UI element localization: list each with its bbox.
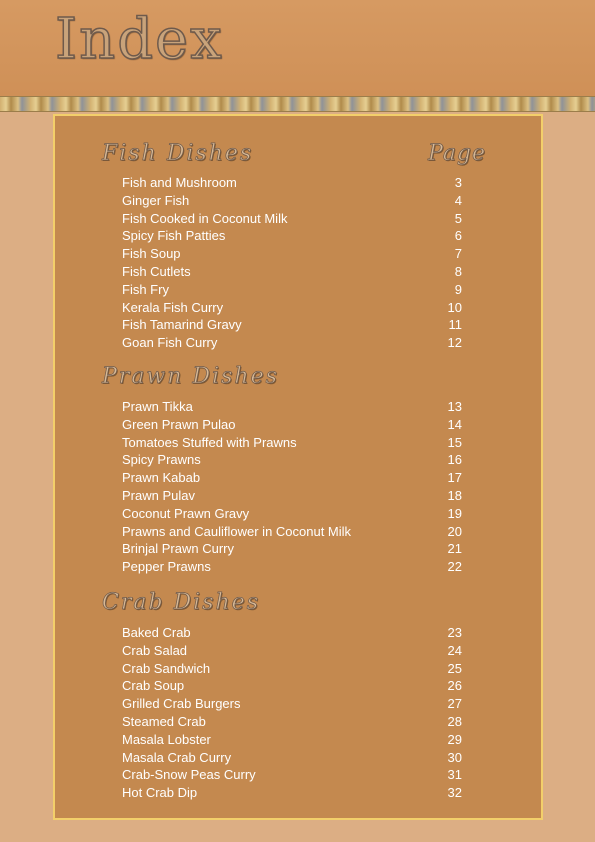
list-item[interactable]	[0, 558, 595, 576]
list-item[interactable]	[0, 660, 595, 678]
entry-page: 8	[454, 263, 462, 279]
entry-name: Fish Tamarind Gravy	[122, 317, 242, 333]
entry-page: 24	[447, 642, 462, 658]
entry-page: 19	[447, 505, 462, 521]
entry-page: 31	[447, 767, 462, 783]
entry-name: Fish Fry	[122, 281, 169, 297]
entry-name: Crab Salad	[122, 642, 188, 658]
list-item[interactable]	[0, 523, 595, 541]
entry-name: Spicy Fish Patties	[122, 228, 226, 244]
entry-name: Pepper Prawns	[122, 559, 211, 575]
entry-page: 9	[454, 281, 462, 297]
entry-list-fish	[0, 174, 595, 352]
entry-name: Masala Crab Curry	[122, 749, 232, 765]
list-item[interactable]	[0, 434, 595, 452]
entry-page: 15	[447, 434, 462, 450]
entry-name: Ginger Fish	[122, 192, 190, 208]
entry-name: Brinjal Prawn Curry	[122, 541, 234, 557]
entry-page: 3	[454, 175, 462, 190]
page-title: Index	[55, 7, 224, 72]
entry-name: Fish Cooked in Coconut Milk	[122, 210, 288, 226]
entry-name: Crab Sandwich	[122, 660, 211, 676]
list-item[interactable]	[0, 299, 595, 317]
list-item[interactable]	[0, 677, 595, 695]
entry-page: 11	[448, 317, 462, 333]
entry-page: 10	[447, 299, 462, 315]
list-item[interactable]	[0, 245, 595, 263]
list-item[interactable]	[0, 784, 595, 802]
decorative-border-band	[0, 96, 595, 112]
entry-name: Hot Crab Dip	[122, 785, 198, 801]
entry-name: Coconut Prawn Gravy	[122, 505, 250, 521]
entry-page: 6	[454, 228, 462, 244]
entry-page: 30	[447, 749, 462, 765]
entry-page: 26	[447, 678, 462, 694]
list-item[interactable]	[0, 695, 595, 713]
list-item[interactable]	[0, 334, 595, 352]
entry-name: Baked Crab	[122, 625, 191, 640]
entry-page: 12	[447, 335, 462, 351]
entry-list-prawn	[0, 398, 595, 576]
list-item[interactable]	[0, 316, 595, 334]
entry-page: 18	[447, 487, 462, 503]
entry-name: Prawn Tikka	[122, 399, 193, 414]
list-item[interactable]	[0, 263, 595, 281]
entry-page: 22	[447, 559, 462, 575]
list-item[interactable]	[0, 487, 595, 505]
entry-name: Prawn Kabab	[122, 470, 201, 486]
list-item[interactable]	[0, 469, 595, 487]
list-item[interactable]	[0, 227, 595, 245]
entry-name: Kerala Fish Curry	[122, 299, 224, 315]
entry-page: 13	[447, 399, 462, 414]
entry-page: 5	[454, 210, 462, 226]
section-heading-prawn: Prawn Dishes	[102, 364, 279, 389]
entry-name: Fish Cutlets	[122, 263, 191, 279]
list-item[interactable]	[0, 624, 595, 642]
entry-page: 7	[454, 246, 462, 262]
entry-page: 20	[447, 523, 462, 539]
entry-name: Tomatoes Stuffed with Prawns	[122, 434, 297, 450]
entry-name: Grilled Crab Burgers	[122, 696, 241, 712]
entry-name: Steamed Crab	[122, 713, 206, 729]
entry-name: Goan Fish Curry	[122, 335, 218, 351]
entry-page: 28	[447, 713, 462, 729]
list-item[interactable]	[0, 210, 595, 228]
entry-page: 21	[447, 541, 462, 557]
entry-name: Prawns and Cauliflower in Coconut Milk	[122, 523, 352, 539]
list-item[interactable]	[0, 749, 595, 767]
list-item[interactable]	[0, 505, 595, 523]
list-item[interactable]	[0, 174, 595, 192]
entry-list-crab	[0, 624, 595, 802]
list-item[interactable]	[0, 451, 595, 469]
entry-page: 23	[447, 625, 462, 640]
entry-name: Prawn Pulav	[122, 487, 195, 503]
entry-name: Fish Soup	[122, 246, 181, 262]
entry-name: Crab Soup	[122, 678, 185, 694]
list-item[interactable]	[0, 766, 595, 784]
list-item[interactable]	[0, 416, 595, 434]
entry-page: 17	[447, 470, 462, 486]
entry-name: Spicy Prawns	[122, 452, 201, 468]
section-heading-crab: Crab Dishes	[102, 590, 260, 615]
entry-page: 4	[454, 192, 462, 208]
entry-page: 27	[447, 696, 462, 712]
list-item[interactable]	[0, 713, 595, 731]
section-heading-fish: Fish Dishes	[102, 141, 254, 166]
list-item[interactable]	[0, 731, 595, 749]
list-item[interactable]	[0, 398, 595, 416]
entry-page: 14	[447, 416, 462, 432]
entry-name: Crab-Snow Peas Curry	[122, 767, 256, 783]
list-item[interactable]	[0, 540, 595, 558]
page-column-heading: Page	[428, 141, 487, 166]
entry-name: Fish and Mushroom	[122, 175, 237, 190]
entry-page: 25	[447, 660, 462, 676]
list-item[interactable]	[0, 192, 595, 210]
list-item[interactable]	[0, 642, 595, 660]
entry-name: Green Prawn Pulao	[122, 416, 236, 432]
entry-page: 32	[447, 785, 462, 801]
entry-name: Masala Lobster	[122, 731, 211, 747]
list-item[interactable]	[0, 281, 595, 299]
entry-page: 29	[447, 731, 462, 747]
entry-page: 16	[447, 452, 462, 468]
